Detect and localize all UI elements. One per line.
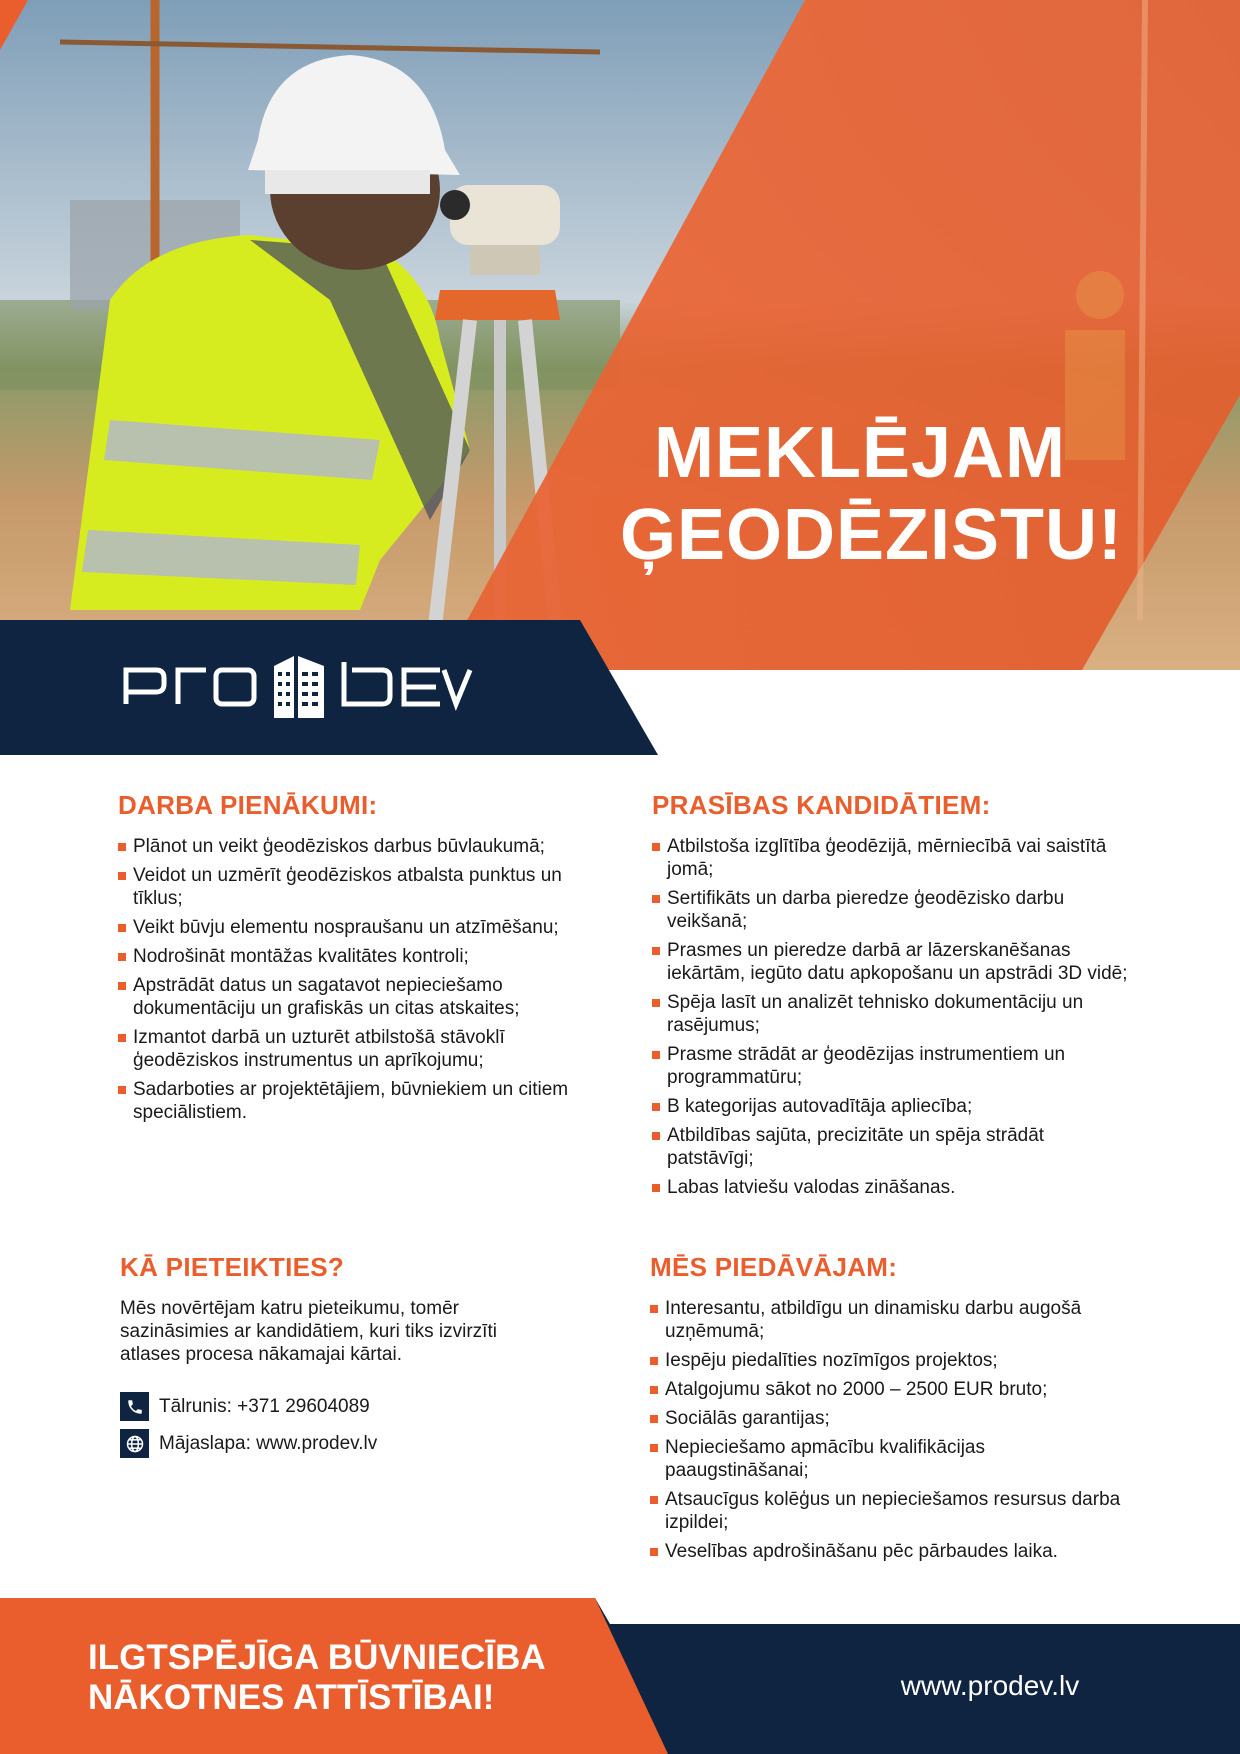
apply-text: Mēs novērtējam katru pieteikumu, tomēr sazināsimies ar kandidātiem, kuri tiks izvirzīti atlases procesa nākamajai kārtai.	[120, 1298, 497, 1365]
apply-title: KĀ PIETEIKTIES?	[120, 1252, 345, 1282]
headline-line-2: ĢEODĒZISTU!	[620, 495, 1124, 575]
duties-title: DARBA PIENĀKUMI:	[118, 790, 378, 820]
requirement-item: Prasme strādāt ar ģeodēzijas instrumentiem un programmatūru;	[652, 1043, 1132, 1089]
requirement-item: B kategorijas autovadītāja apliecība;	[652, 1095, 1132, 1118]
duty-item: Veikt būvju elementu nospraušanu un atzīmēšanu;	[118, 916, 578, 939]
website-contact	[120, 1429, 580, 1458]
website-text[interactable]: Mājaslapa: www.prodev.lv	[159, 1432, 378, 1454]
offer-item: Atsaucīgus kolēģus un nepieciešamos resursus darba izpildei;	[650, 1488, 1130, 1534]
requirement-item: Spēja lasīt un analizēt tehnisko dokumentāciju un rasējumus;	[652, 991, 1132, 1037]
duty-item: Plānot un veikt ģeodēziskos darbus būvlaukumā;	[118, 835, 578, 858]
offer-list	[650, 1297, 1130, 1563]
requirement-item: Prasmes un pieredze darbā ar lāzerskanēšanas iekārtām, iegūto datu apkopošanu un apstrādi 3D vidē;	[652, 939, 1132, 985]
offer-item: Interesantu, atbildīgu un dinamisku darbu augošā uzņēmumā;	[650, 1297, 1130, 1343]
globe-icon	[120, 1429, 149, 1458]
requirements-list	[652, 835, 1132, 1199]
footer-website-link[interactable]: www.prodev.lv	[900, 1670, 1080, 1701]
offer-item: Nepieciešamo apmācību kvalifikācijas paaugstināšanai;	[650, 1436, 1130, 1482]
requirement-item: Labas latviešu valodas zināšanas.	[652, 1176, 1132, 1199]
footer-slogan-line-2: NĀKOTNES ATTĪSTĪBAI!	[88, 1678, 495, 1717]
duties-section	[118, 790, 578, 1130]
phone-text[interactable]: Tālrunis: +371 29604089	[159, 1395, 370, 1417]
offer-item: Atalgojumu sākot no 2000 – 2500 EUR bruto;	[650, 1378, 1130, 1401]
duty-item: Izmantot darbā un uzturēt atbilstošā stāvoklī ģeodēziskos instrumentus un aprīkojumu;	[118, 1026, 578, 1072]
phone-icon	[120, 1392, 149, 1421]
offer-item: Sociālās garantijas;	[650, 1407, 1130, 1430]
phone-contact	[120, 1392, 580, 1421]
headline	[620, 412, 1124, 576]
hero-banner	[0, 0, 1240, 670]
requirements-title: PRASĪBAS KANDIDĀTIEM:	[652, 790, 991, 820]
requirement-item: Atbildības sajūta, precizitāte un spēja strādāt patstāvīgi;	[652, 1124, 1132, 1170]
requirement-item: Atbilstoša izglītība ģeodēzijā, mērniecībā vai saistītā jomā;	[652, 835, 1132, 881]
offer-title: MĒS PIEDĀVĀJAM:	[650, 1252, 898, 1282]
footer-slogan-line-1: ILGTSPĒJĪGA BŪVNIECĪBA	[88, 1638, 546, 1677]
duties-list	[118, 835, 578, 1124]
offer-item: Iespēju piedalīties nozīmīgos projektos;	[650, 1349, 1130, 1372]
prodev-logo	[122, 648, 474, 722]
footer-slogan	[88, 1638, 608, 1718]
duty-item: Apstrādāt datus un sagatavot nepieciešamo dokumentāciju un grafiskās un citas atskaites;	[118, 974, 578, 1020]
duty-item: Nodrošināt montāžas kvalitātes kontroli;	[118, 945, 578, 968]
requirements-section	[652, 790, 1132, 1205]
offer-item: Veselības apdrošināšanu pēc pārbaudes laika.	[650, 1540, 1130, 1563]
duty-item: Veidot un uzmērīt ģeodēziskos atbalsta punktus un tīklus;	[118, 864, 578, 910]
requirement-item: Sertifikāts un darba pieredze ģeodēzisko darbu veikšanā;	[652, 887, 1132, 933]
duty-item: Sadarboties ar projektētājiem, būvniekiem un citiem speciālistiem.	[118, 1078, 578, 1124]
apply-section	[120, 1252, 580, 1458]
headline-line-1: MEKLĒJAM	[653, 413, 1066, 493]
offer-section	[650, 1252, 1130, 1569]
